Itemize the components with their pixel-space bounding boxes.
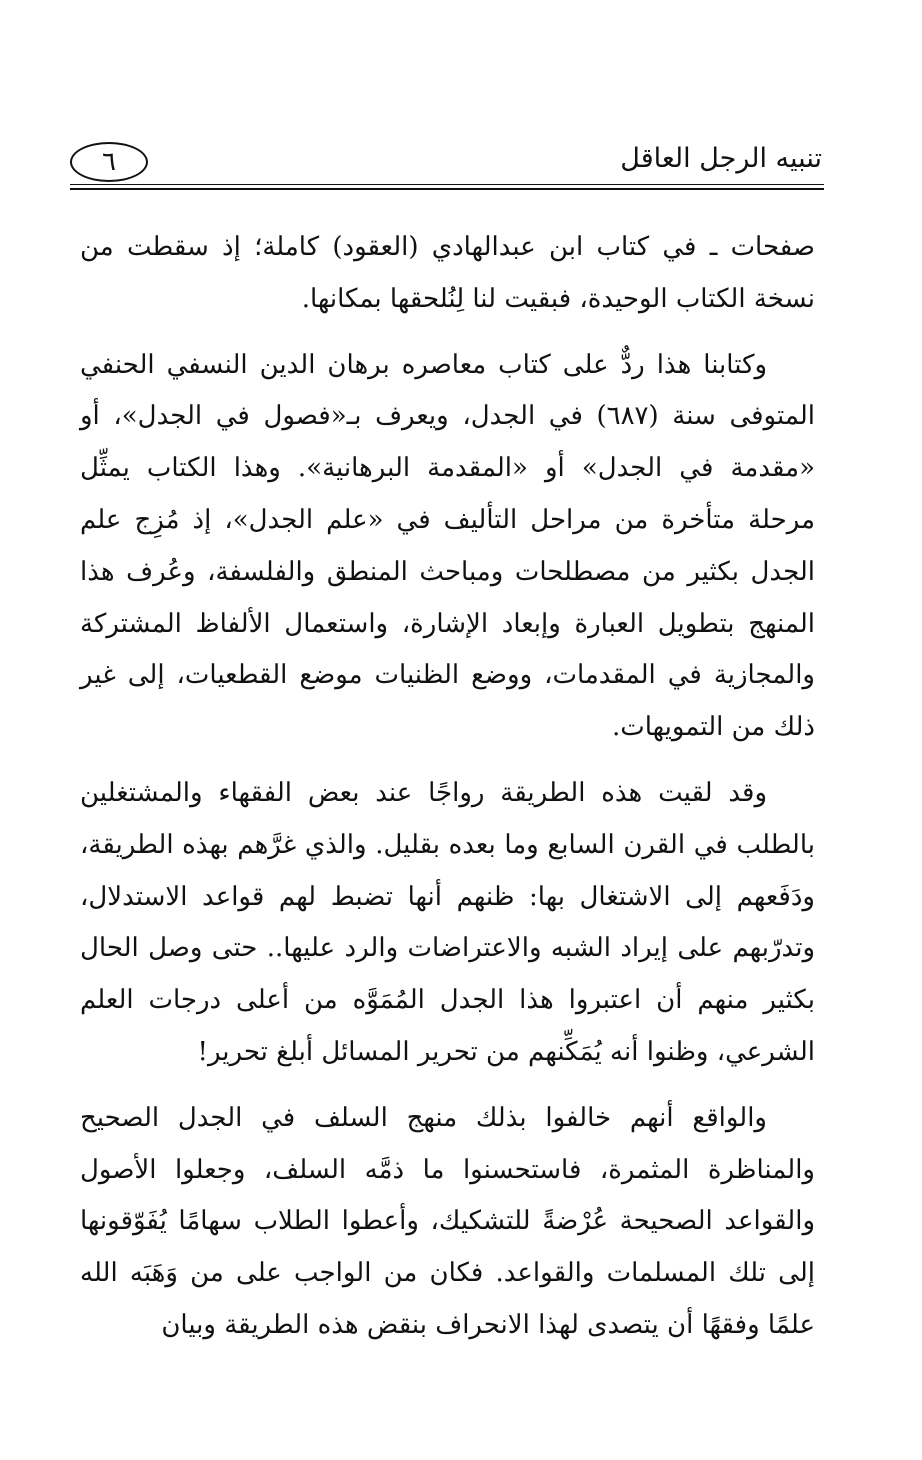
paragraph-4: والواقع أنهم خالفوا بذلك منهج السلف في الجدل الصحيح والمناظرة المثمرة، فاستحسنوا ما ذمَّه السلف، وجعلوا الأصول والقواعد الصحيحة عُرْضةً للتشكيك، وأعطوا الطلاب سهامًا يُفَوّقونها إلى تلك المسلمات والقواعد. فكان من الواجب على من وَهَبَه الله علمًا وفقهًا أن يتصدى لهذا الانحراف بنقض هذه الطريقة وبيان: [80, 1102, 815, 1340]
body-text: [80, 222, 815, 1352]
page-number: ٦: [70, 142, 148, 182]
running-title: تنبيه الرجل العاقل: [620, 143, 822, 174]
paragraph-2: وكتابنا هذا ردٌّ على كتاب معاصره برهان الدين النسفي الحنفي المتوفى سنة (٦٨٧) في الجدل، ويعرف بـ«فصول في الجدل»، أو «مقدمة في الجدل» أو «المقدمة البرهانية». وهذا الكتاب يمثِّل مرحلة متأخرة من مراحل التأليف في «علم الجدل»، إذ مُزِج علم الجدل بكثير من مصطلحات ومباحث المنطق والفلسفة، وعُرف هذا المنهج بتطويل العبارة وإبعاد الإشارة، واستعمال الألفاظ المشتركة والمجازية في المقدمات، ووضع الظنيات موضع القطعيات، إلى غير ذلك من التمويهات.: [80, 349, 815, 743]
header-rule: [70, 184, 824, 190]
paragraph-1: صفحات ـ في كتاب ابن عبدالهادي (العقود) كاملة؛ إذ سقطت من نسخة الكتاب الوحيدة، فبقيت لنا لِنُلحقها بمكانها.: [80, 232, 815, 314]
paragraph-3: وقد لقيت هذه الطريقة رواجًا عند بعض الفقهاء والمشتغلين بالطلب في القرن السابع وما بعده بقليل. والذي غرَّهم بهذه الطريقة، ودَفَعهم إلى الاشتغال بها: ظنهم أنها تضبط لهم قواعد الاستدلال، وتدرّبهم على إيراد الشبه والاعتراضات والرد عليها.. حتى وصل الحال بكثير منهم أن اعتبروا هذا الجدل المُمَوَّه من أعلى درجات العلم الشرعي، وظنوا أنه يُمَكِّنهم من تحرير المسائل أبلغ تحرير!: [80, 777, 815, 1067]
